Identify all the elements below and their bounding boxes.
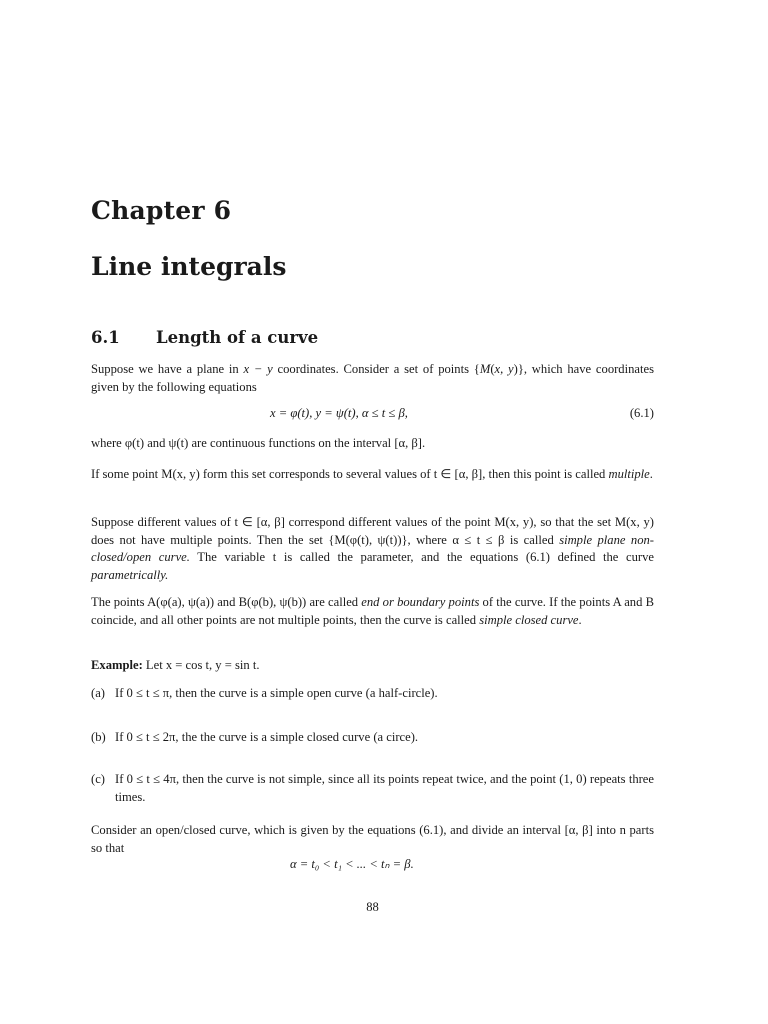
- paragraph-closed-curve: The points A(φ(a), ψ(a)) and B(φ(b), ψ(b)) are called end or boundary points of the curve. If the points A and B coincide, and all other points are not multiple points, then the curve is called simple closed curve.: [91, 595, 654, 627]
- item-label: (b): [91, 730, 106, 744]
- equation-body: x = φ(t), y = ψ(t), α ≤ t ≤ β,: [270, 406, 408, 420]
- item-text: If 0 ≤ t ≤ 4π, then the curve is not simple, since all its points repeat twice, and the point (1, 0) repeats three times.: [115, 772, 654, 804]
- paragraph-simple-open-curve: Suppose different values of t ∈ [α, β] correspond different values of the point M(x, y), so that the set M(x, y) does not have multiple points. Then the set {M(φ(t), ψ(t))}, where α ≤ t ≤ β is called simple plane non-closed/open curve. The variable t is called the parameter, and the equations (6.1) defined the curve parametrically.: [91, 515, 655, 582]
- item-text: If 0 ≤ t ≤ π, then the curve is a simple open curve (a half-circle).: [115, 686, 438, 700]
- section-title: Length of a curve: [156, 328, 319, 347]
- example-item-a: [91, 684, 654, 702]
- example-item-c: [91, 770, 654, 806]
- paragraph-partition: Consider an open/closed curve, which is given by the equations (6.1), and divide an interval [α, β] into n parts so that: [91, 823, 654, 855]
- chapter-label: Chapter 6: [91, 196, 232, 225]
- item-text: If 0 ≤ t ≤ 2π, the the curve is a simple closed curve (a circe).: [115, 730, 419, 744]
- example-item-b: [91, 728, 654, 746]
- page-number: 88: [366, 900, 379, 914]
- paragraph-multiple: If some point M(x, y) form this set corresponds to several values of t ∈ [α, β], then this point is called multiple.: [91, 467, 653, 481]
- paragraph-intro: Suppose we have a plane in x − y coordinates. Consider a set of points {M(x, y)}, which have coordinates given by the following equations: [91, 362, 654, 394]
- example-heading: Example: Let x = cos t, y = sin t.: [91, 658, 260, 672]
- chapter-title: Line integrals: [91, 252, 287, 281]
- document-page: [91, 0, 654, 1024]
- paragraph-continuity: where φ(t) and ψ(t) are continuous functions on the interval [α, β].: [91, 436, 426, 450]
- equation-tag: (6.1): [629, 406, 654, 420]
- item-label: (a): [91, 686, 105, 700]
- section-number: 6.1: [91, 328, 120, 347]
- section-heading: [91, 328, 318, 347]
- partition-formula: α = t₀ < t₁ < ... < tₙ = β.: [290, 857, 414, 871]
- item-label: (c): [91, 772, 105, 786]
